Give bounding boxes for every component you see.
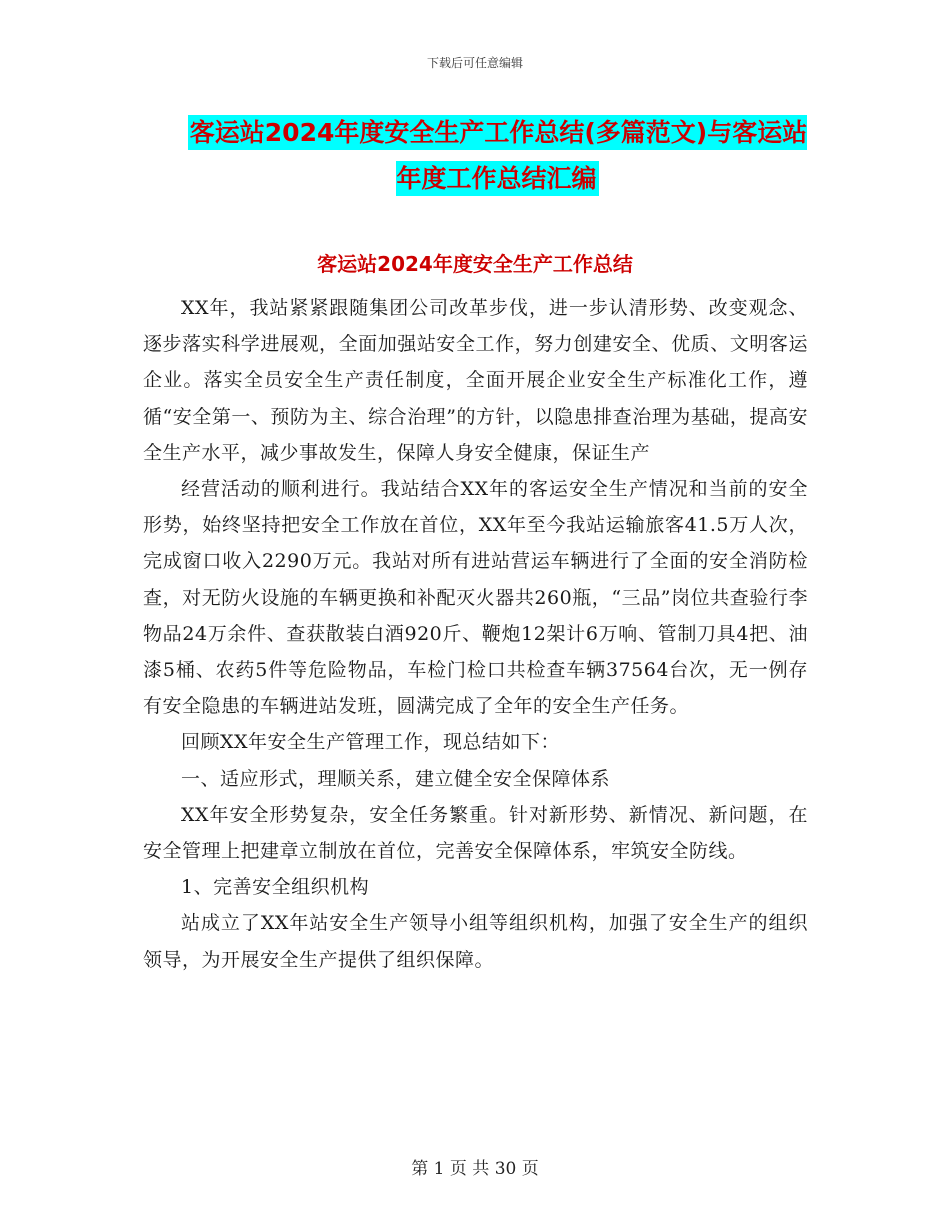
paragraph-3: 回顾XX年安全生产管理工作，现总结如下：	[181, 731, 561, 754]
document-title-text: 客运站2024年度安全生产工作总结(多篇范文)与客运站年度工作总结汇编	[188, 115, 807, 196]
heading-1: 一、适应形式，理顺关系，建立健全安全保障体系	[181, 767, 611, 790]
document-body	[143, 290, 808, 978]
section-title: 客运站2024年度安全生产工作总结	[317, 252, 633, 276]
page-footer: 第 1 页 共 30 页	[411, 1159, 539, 1179]
paragraph-4: XX年安全形势复杂，安全任务繁重。针对新形势、新情况、新问题，在安全管理上把建章立制放在首位，完善安全保障体系，牢筑安全防线。	[143, 803, 808, 863]
paragraph-2: 经营活动的顺利进行。我站结合XX年的客运安全生产情况和当前的安全形势，始终坚持把安全工作放在首位，XX年至今我站运输旅客41.5万人次，完成窗口收入2290万元。我站对所有进站营运车辆进行了全面的安全消防检查，对无防火设施的车辆更换和补配灭火器共260瓶，“三品”岗位共查验行李物品24万余件、查获散装白酒920斤、鞭炮12架计6万响、管制刀具4把、油漆5桶、农药5件等危险物品，车检门检口共检查车辆37564台次，无一例存有安全隐患的车辆进站发班，圆满完成了全年的安全生产任务。	[143, 478, 808, 718]
header-note: 下载后可任意编辑	[426, 56, 523, 70]
document-title	[185, 110, 810, 202]
paragraph-1: XX年，我站紧紧跟随集团公司改革步伐，进一步认清形势、改变观念、逐步落实科学进展观，全面加强站安全工作，努力创建安全、优质、文明客运企业。落实全员安全生产责任制度，全面开展企业安全生产标准化工作，遵循“安全第一、预防为主、综合治理”的方针，以隐患排查治理为基础，提高安全生产水平，减少事故发生，保障人身安全健康，保证生产	[143, 297, 808, 464]
paragraph-5: 站成立了XX年站安全生产领导小组等组织机构，加强了安全生产的组织领导，为开展安全生产提供了组织保障。	[143, 912, 808, 971]
subheading-1: 1、完善安全组织机构	[181, 876, 370, 899]
